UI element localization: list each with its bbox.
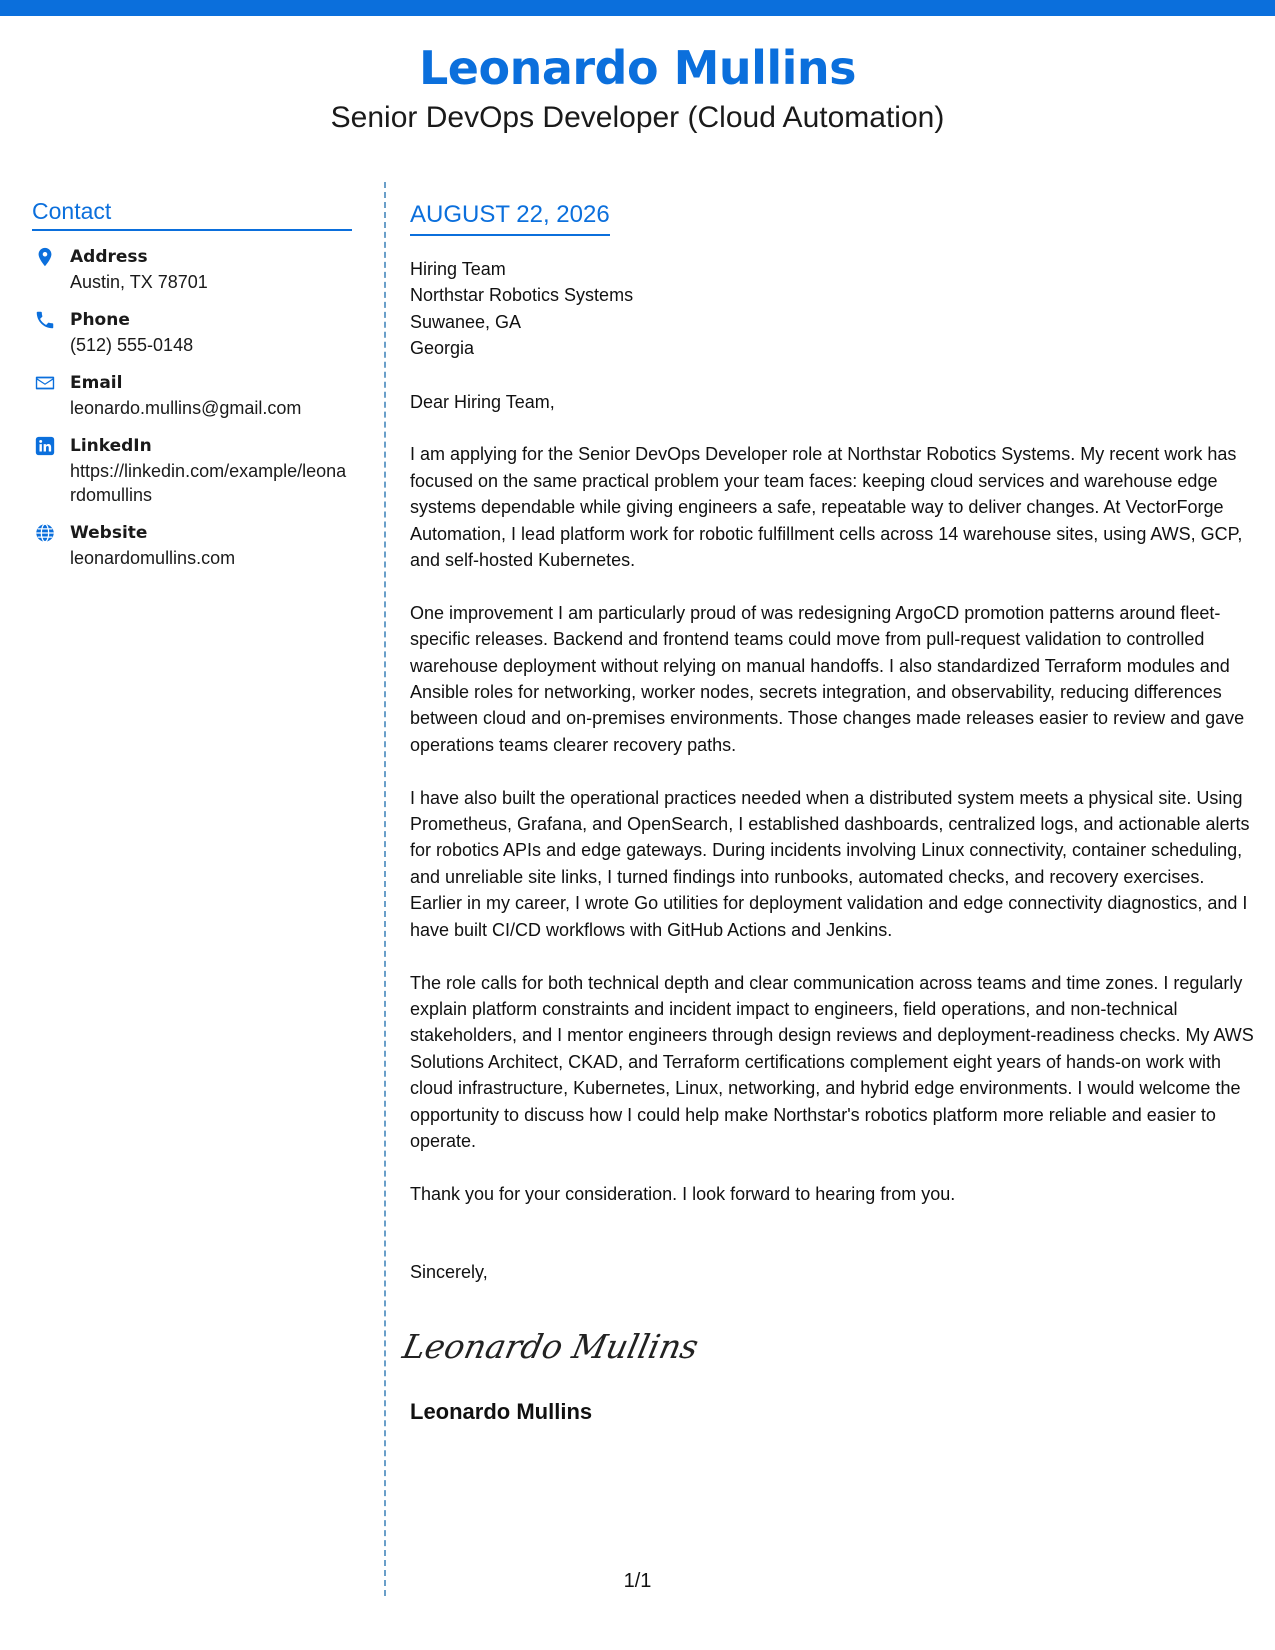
page-number: 1/1	[623, 1570, 652, 1592]
recipient-line: Georgia	[410, 338, 475, 359]
contact-list	[32, 245, 352, 570]
salutation: Dear Hiring Team,	[410, 391, 555, 412]
phone-value: (512) 555-0148	[70, 335, 194, 355]
recipient-line: Northstar Robotics Systems	[410, 285, 634, 306]
top-accent-bar	[0, 0, 1275, 16]
closing: Sincerely,	[410, 1262, 488, 1283]
recipient-line: Hiring Team	[410, 259, 506, 279]
body-paragraph: I am applying for the Senior DevOps Developer role at Northstar Robotics Systems. My recent work has focused on the same practical problem your team faces: keeping cloud services and warehouse edge systems dependable while giving engineers a safe, repeatable way to deliver changes. At VectorForge Automation, I lead platform work for robotic fulfillment cells across 14 warehouse sites, using AWS, GCP, and self-hosted Kubernetes.	[410, 444, 1243, 571]
recipient-line: Suwanee, GA	[410, 311, 522, 332]
contact-item-email	[32, 371, 352, 420]
contact-item-address	[32, 245, 352, 294]
letter-body	[399, 200, 1255, 1426]
column-divider	[384, 182, 386, 1596]
linkedin-icon	[34, 435, 58, 459]
location-pin-icon	[34, 246, 58, 270]
applicant-title: Senior DevOps Developer (Cloud Automation)	[330, 101, 945, 134]
body-paragraph: The role calls for both technical depth and clear communication across teams and time zones. I regularly explain platform constraints and incident impact to engineers, field operations, and non-technical stakeholders, and I mentor engineers through design reviews and deployment-readiness checks. My AWS Solutions Architect, CKAD, and Terraform certifications complement eight years of hands-on work with cloud infrastructure, Kubernetes, Linux, networking, and hybrid edge environments. I would welcome the opportunity to discuss how I could help make Northstar's robotics platform more reliable and easier to operate.	[410, 972, 1254, 1151]
letter-header	[0, 40, 1275, 136]
signer-name: Leonardo Mullins	[410, 1398, 593, 1424]
linkedin-value[interactable]: https://linkedin.com/example/leonardomullins	[70, 461, 347, 505]
contact-label: Website	[70, 523, 148, 543]
contact-label: Email	[70, 373, 123, 393]
website-value[interactable]: leonardomullins.com	[70, 548, 236, 568]
globe-icon	[34, 522, 58, 546]
contact-section-title: Contact	[32, 196, 352, 231]
email-value[interactable]: leonardo.mullins@gmail.com	[70, 398, 302, 418]
applicant-name: Leonardo Mullins	[418, 41, 857, 95]
contact-item-phone	[32, 308, 352, 357]
handwritten-signature	[399, 1316, 1255, 1376]
body-paragraph: One improvement I am particularly proud of was redesigning ArgoCD promotion patterns around fleet-specific releases. Backend and frontend teams could move from pull-request validation to controlled warehouse deployment without relying on manual handoffs. I also standardized Terraform modules and Ansible roles for networking, worker nodes, secrets integration, and observability, reducing differences between cloud and on-premises environments. Those changes made releases easier to review and gave operations teams clearer recovery paths.	[410, 602, 1245, 755]
letter-date: AUGUST 22, 2026	[410, 200, 610, 236]
envelope-icon	[34, 372, 58, 396]
recipient-block	[410, 256, 1255, 362]
signature-text: Leonardo Mullins	[399, 1326, 702, 1366]
body-paragraph: I have also built the operational practices needed when a distributed system meets a physical site. Using Prometheus, Grafana, and OpenSearch, I established dashboards, centralized logs, and actionable alerts for robotics APIs and edge gateways. During incidents involving Linux connectivity, container scheduling, and unreliable site links, I turned findings into runbooks, automated checks, and recovery exercises. Earlier in my career, I wrote Go utilities for deployment validation and edge connectivity diagnostics, and I have built CI/CD workflows with GitHub Actions and Jenkins.	[410, 787, 1250, 940]
body-paragraph: Thank you for your consideration. I look forward to hearing from you.	[410, 1183, 956, 1204]
contact-label: Phone	[70, 310, 130, 330]
contact-item-website	[32, 521, 352, 570]
contact-label: LinkedIn	[70, 436, 152, 456]
contact-label: Address	[70, 247, 148, 267]
contact-item-linkedin	[32, 434, 352, 507]
phone-icon	[34, 309, 58, 333]
address-value: Austin, TX 78701	[70, 272, 208, 292]
contact-sidebar	[32, 196, 352, 584]
